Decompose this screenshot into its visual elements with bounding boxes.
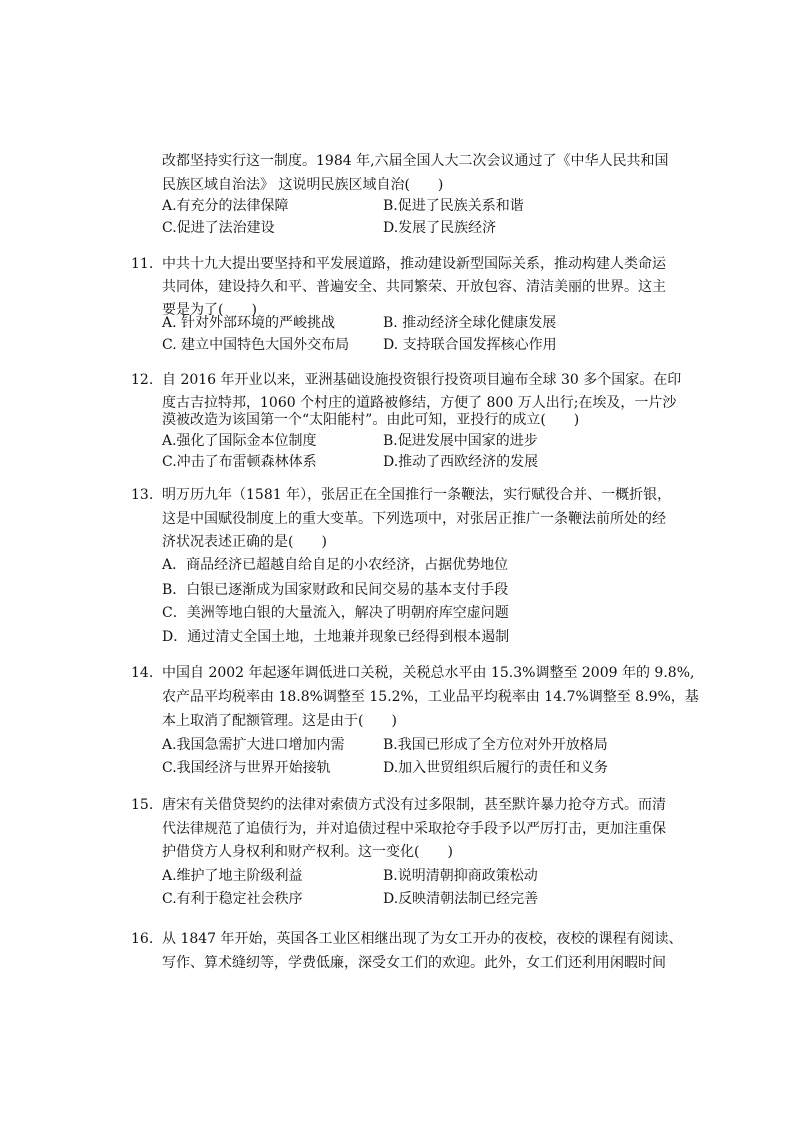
option-a[interactable]: A.强化了国际金本位制度 — [162, 433, 317, 449]
question-number: 12. — [131, 372, 154, 388]
question-text-line: 改都坚持实行这一制度。1984 年,六届全国人大二次会议通过了《中华人民共和国 — [162, 153, 669, 169]
question-text-line: 护借贷方人身权利和财产权利。这一变化( ) — [162, 844, 453, 860]
option-b[interactable]: B.说明清朝抑商政策松动 — [383, 868, 538, 884]
question-text-line: 民族区域自治法》 这说明民族区域自治( ) — [162, 177, 444, 193]
option-c[interactable]: C.冲击了布雷顿森林体系 — [162, 454, 317, 470]
question-text-line: 写作、算术缝纫等，学费低廉，深受女工们的欢迎。此外，女工们还利用闲暇时间 — [162, 955, 666, 971]
option-d[interactable]: D．通过清丈全国土地，土地兼并现象已经得到根本遏制 — [162, 629, 510, 645]
option-b[interactable]: B.我国已形成了全方位对外开放格局 — [383, 737, 608, 753]
option-a[interactable]: A.我国急需扩大进口增加内需 — [162, 737, 345, 753]
question-text-line: 共同体，建设持久和平、普遍安全、共同繁荣、开放包容、清洁美丽的世界。这主 — [162, 279, 666, 295]
question-text-line: 要是为了( ) — [162, 302, 257, 318]
option-c[interactable]: C.有利于稳定社会秩序 — [162, 891, 303, 907]
question-number: 15. — [131, 797, 154, 813]
option-a[interactable]: A. 针对外部环境的严峻挑战 — [162, 315, 336, 331]
question-text-line: 农产品平均税率由 18.8%调整至 15.2%，工业品平均税率由 14.7%调整至 8.9%，基 — [162, 689, 699, 705]
option-d[interactable]: D.推动了西欧经济的发展 — [383, 454, 539, 470]
option-c[interactable]: C. 建立中国特色大国外交布局 — [162, 337, 350, 353]
question-text-line: 这是中国赋役制度上的重大变革。下列选项中，对张居正推广一条鞭法前所处的经 — [162, 511, 666, 527]
option-d[interactable]: D. 支持联合国发挥核心作用 — [383, 337, 557, 353]
option-c[interactable]: C.促进了法治建设 — [162, 220, 275, 236]
option-b[interactable]: B.促进发展中国家的进步 — [383, 433, 538, 449]
option-b[interactable]: B.促进了民族关系和谐 — [383, 198, 524, 214]
option-a[interactable]: A.有充分的法律保障 — [162, 198, 289, 214]
question-text-line: 中共十九大提出要坚持和平发展道路，推动建设新型国际关系，推动构建人类命运 — [162, 256, 666, 272]
question-text-line: 济状况表述正确的是( ) — [162, 534, 327, 550]
option-a[interactable]: A.维护了地主阶级利益 — [162, 868, 303, 884]
question-text-line: 唐宋有关借贷契约的法律对索债方式没有过多限制，甚至默许暴力抢夺方式。而清 — [162, 797, 666, 813]
option-a[interactable]: A．商品经济已超越自给自足的小农经济，占据优势地位 — [162, 557, 509, 573]
option-c[interactable]: C．美洲等地白银的大量流入，解决了明朝府库空虚问题 — [162, 605, 509, 621]
question-number: 16. — [131, 931, 154, 947]
option-b[interactable]: B. 推动经济全球化健康发展 — [383, 315, 557, 331]
question-text-line: 度古吉拉特邦，1060 个村庄的道路被修结，方便了 800 万人出行;在埃及，一片沙 — [162, 395, 677, 411]
question-text-line: 自 2016 年开业以来，亚洲基础设施投资银行投资项目遍布全球 30 多个国家。在印 — [162, 372, 682, 388]
question-number: 13. — [131, 487, 154, 503]
option-c[interactable]: C.我国经济与世界开始接轨 — [162, 760, 331, 776]
question-text-line: 从 1847 年开始，英国各工业区相继出现了为女工开办的夜校，夜校的课程有阅读、 — [162, 931, 683, 947]
option-d[interactable]: D.反映清朝法制已经完善 — [383, 891, 539, 907]
question-text-line: 代法律规范了追债行为，并对追债过程中采取抢夺手段予以严厉打击，更加注重保 — [162, 821, 666, 837]
option-b[interactable]: B．白银已逐渐成为国家财政和民间交易的基本支付手段 — [162, 582, 509, 598]
question-text-line: 本上取消了配额管理。这是由于( ) — [162, 713, 397, 729]
question-text-line: 漠被改造为该国第一个“太阳能村”。由此可知，亚投行的成立( ) — [162, 412, 580, 428]
option-d[interactable]: D.加入世贸组织后履行的责任和义务 — [383, 760, 609, 776]
question-text-line: 明万历九年（1581 年），张居正在全国推行一条鞭法，实行赋役合并、一概折银， — [162, 487, 672, 503]
question-text-line: 中国自 2002 年起逐年调低进口关税，关税总水平由 15.3%调整至 2009 年的 9.8%, — [162, 665, 695, 681]
option-d[interactable]: D.发展了民族经济 — [383, 220, 497, 236]
question-number: 11. — [131, 256, 154, 272]
question-number: 14. — [131, 665, 154, 681]
